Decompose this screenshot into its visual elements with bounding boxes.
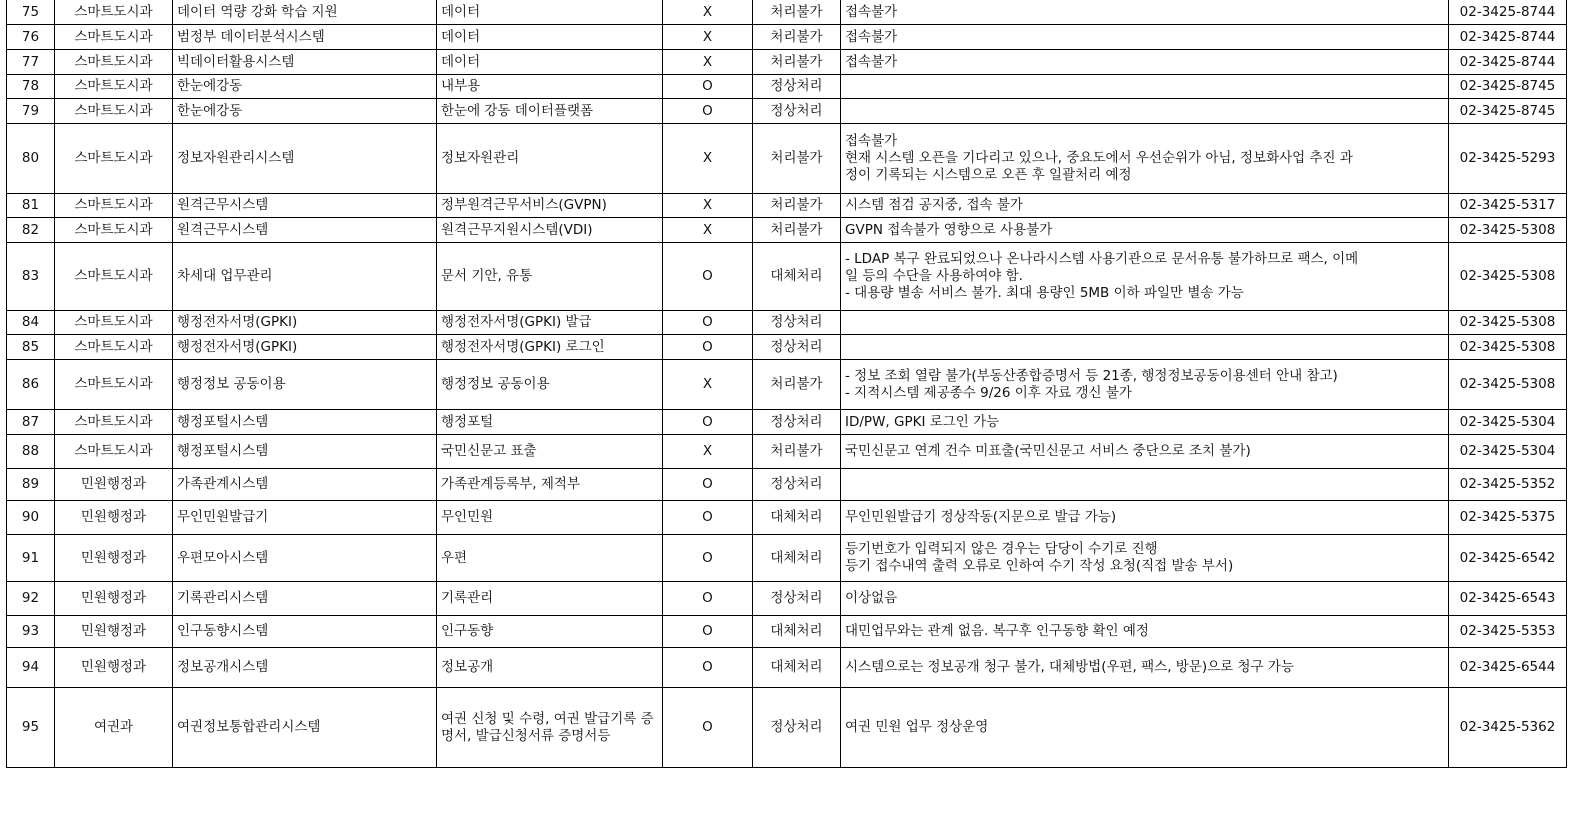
remarks-cell bbox=[841, 469, 1449, 501]
remarks-cell bbox=[841, 124, 1449, 194]
phone-cell: 02-3425-5308 bbox=[1449, 243, 1567, 311]
table-row bbox=[7, 124, 1567, 194]
result-cell: 정상처리 bbox=[753, 311, 841, 335]
system-cell: 기록관리시스템 bbox=[173, 582, 437, 616]
result-cell: 정상처리 bbox=[753, 582, 841, 616]
department-cell: 스마트도시과 bbox=[55, 311, 173, 335]
status-cell: O bbox=[663, 311, 753, 335]
result-cell: 대체처리 bbox=[753, 535, 841, 582]
row-number: 83 bbox=[7, 243, 55, 311]
system-cell: 가족관계시스템 bbox=[173, 469, 437, 501]
department-cell: 민원행정과 bbox=[55, 535, 173, 582]
row-number: 79 bbox=[7, 99, 55, 124]
row-number: 78 bbox=[7, 75, 55, 99]
remarks-cell bbox=[841, 75, 1449, 99]
result-cell: 처리불가 bbox=[753, 194, 841, 218]
table-row bbox=[7, 50, 1567, 75]
service-cell: 행정정보 공동이용 bbox=[437, 360, 663, 410]
remarks-cell bbox=[841, 688, 1449, 768]
result-cell: 처리불가 bbox=[753, 25, 841, 50]
row-number: 77 bbox=[7, 50, 55, 75]
table-row bbox=[7, 469, 1567, 501]
phone-cell: 02-3425-8745 bbox=[1449, 99, 1567, 124]
result-cell: 정상처리 bbox=[753, 75, 841, 99]
system-cell: 여권정보통합관리시스템 bbox=[173, 688, 437, 768]
service-cell: 정보자원관리 bbox=[437, 124, 663, 194]
service-cell: 정부원격근무서비스(GVPN) bbox=[437, 194, 663, 218]
department-cell: 스마트도시과 bbox=[55, 410, 173, 435]
service-cell: 데이터 bbox=[437, 50, 663, 75]
row-number: 95 bbox=[7, 688, 55, 768]
status-cell: O bbox=[663, 469, 753, 501]
status-cell: O bbox=[663, 99, 753, 124]
service-cell: 무인민원 bbox=[437, 501, 663, 535]
system-cell: 무인민원발급기 bbox=[173, 501, 437, 535]
remarks-cell bbox=[841, 360, 1449, 410]
system-cell: 인구동향시스템 bbox=[173, 616, 437, 648]
remarks-line: 접속불가 bbox=[845, 3, 898, 20]
result-cell: 처리불가 bbox=[753, 124, 841, 194]
status-cell: X bbox=[663, 25, 753, 50]
status-cell: X bbox=[663, 124, 753, 194]
service-cell: 정보공개 bbox=[437, 648, 663, 688]
service-cell: 인구동향 bbox=[437, 616, 663, 648]
department-cell: 스마트도시과 bbox=[55, 243, 173, 311]
remarks-line: GVPN 접속불가 영향으로 사용불가 bbox=[845, 221, 1053, 238]
row-number: 91 bbox=[7, 535, 55, 582]
service-cell: 행정전자서명(GPKI) 발급 bbox=[437, 311, 663, 335]
remarks-line: 등기 접수내역 출력 오류로 인하여 수기 작성 요청(직접 발송 부서) bbox=[845, 558, 1234, 574]
service-cell: 데이터 bbox=[437, 0, 663, 25]
result-cell: 정상처리 bbox=[753, 335, 841, 360]
table-row bbox=[7, 311, 1567, 335]
department-cell: 스마트도시과 bbox=[55, 218, 173, 243]
phone-cell: 02-3425-5352 bbox=[1449, 469, 1567, 501]
row-number: 82 bbox=[7, 218, 55, 243]
service-cell: 여권 신청 및 수령, 여권 발급기록 증명서, 발급신청서류 증명서등 bbox=[437, 688, 663, 768]
system-cell: 한눈에강동 bbox=[173, 99, 437, 124]
system-cell: 정보자원관리시스템 bbox=[173, 124, 437, 194]
service-cell: 데이터 bbox=[437, 25, 663, 50]
table-row bbox=[7, 99, 1567, 124]
department-cell: 스마트도시과 bbox=[55, 335, 173, 360]
row-number: 81 bbox=[7, 194, 55, 218]
table-row bbox=[7, 648, 1567, 688]
remarks-line: 접속불가 bbox=[845, 28, 898, 45]
table-row bbox=[7, 194, 1567, 218]
system-cell: 정보공개시스템 bbox=[173, 648, 437, 688]
system-cell: 행정정보 공동이용 bbox=[173, 360, 437, 410]
phone-cell: 02-3425-5353 bbox=[1449, 616, 1567, 648]
service-cell: 우편 bbox=[437, 535, 663, 582]
department-cell: 스마트도시과 bbox=[55, 50, 173, 75]
remarks-line: 등기번호가 입력되지 않은 경우는 담당이 수기로 진행 bbox=[845, 541, 1158, 557]
service-cell: 행정포털 bbox=[437, 410, 663, 435]
remarks-line: 현재 시스템 오픈을 기다리고 있으나, 중요도에서 우선순위가 아님, 정보화사업 추진 과 bbox=[845, 150, 1353, 166]
table-row bbox=[7, 688, 1567, 768]
remarks-cell bbox=[841, 0, 1449, 25]
remarks-line: 시스템 점검 공지중, 접속 불가 bbox=[845, 197, 1023, 213]
result-cell: 처리불가 bbox=[753, 218, 841, 243]
result-cell: 대체처리 bbox=[753, 648, 841, 688]
remarks-cell bbox=[841, 435, 1449, 469]
remarks-line: 여권 민원 업무 정상운영 bbox=[845, 719, 989, 735]
remarks-line: ID/PW, GPKI 로그인 가능 bbox=[845, 413, 1000, 430]
remarks-line: 무인민원발급기 정상작동(지문으로 발급 가능) bbox=[845, 509, 1117, 525]
result-cell: 처리불가 bbox=[753, 50, 841, 75]
remarks-line: - 정보 조회 열람 불가(부동산종합증명서 등 21종, 행정정보공동이용센터 안내 참고) bbox=[845, 367, 1338, 384]
department-cell: 스마트도시과 bbox=[55, 99, 173, 124]
status-cell: O bbox=[663, 335, 753, 360]
result-cell: 정상처리 bbox=[753, 688, 841, 768]
table-row bbox=[7, 616, 1567, 648]
remarks-line: 접속불가 bbox=[845, 133, 898, 149]
row-number: 94 bbox=[7, 648, 55, 688]
remarks-cell bbox=[841, 616, 1449, 648]
status-cell: O bbox=[663, 688, 753, 768]
system-cell: 데이터 역량 강화 학습 지원 bbox=[173, 0, 437, 25]
remarks-line: 접속불가 bbox=[845, 53, 898, 70]
phone-cell: 02-3425-6544 bbox=[1449, 648, 1567, 688]
department-cell: 민원행정과 bbox=[55, 616, 173, 648]
remarks-cell bbox=[841, 648, 1449, 688]
result-cell: 처리불가 bbox=[753, 435, 841, 469]
system-cell: 행정포털시스템 bbox=[173, 410, 437, 435]
remarks-line: - LDAP 복구 완료되었으나 온나라시스템 사용기관으로 문서유통 불가하므로 팩스, 이메 bbox=[845, 251, 1359, 267]
row-number: 85 bbox=[7, 335, 55, 360]
phone-cell: 02-3425-8745 bbox=[1449, 75, 1567, 99]
result-cell: 정상처리 bbox=[753, 410, 841, 435]
table-row bbox=[7, 75, 1567, 99]
phone-cell: 02-3425-5317 bbox=[1449, 194, 1567, 218]
status-cell: X bbox=[663, 360, 753, 410]
phone-cell: 02-3425-5375 bbox=[1449, 501, 1567, 535]
table-body bbox=[7, 0, 1567, 768]
department-cell: 민원행정과 bbox=[55, 501, 173, 535]
row-number: 75 bbox=[7, 0, 55, 25]
status-cell: X bbox=[663, 50, 753, 75]
remarks-line: - 지적시스템 제공종수 9/26 이후 자료 갱신 불가 bbox=[845, 384, 1132, 401]
service-cell: 내부용 bbox=[437, 75, 663, 99]
table-row bbox=[7, 435, 1567, 469]
table-row bbox=[7, 582, 1567, 616]
table-row bbox=[7, 410, 1567, 435]
remarks-cell bbox=[841, 535, 1449, 582]
service-cell: 행정전자서명(GPKI) 로그인 bbox=[437, 335, 663, 360]
status-cell: O bbox=[663, 616, 753, 648]
result-cell: 처리불가 bbox=[753, 360, 841, 410]
phone-cell: 02-3425-8744 bbox=[1449, 50, 1567, 75]
row-number: 86 bbox=[7, 360, 55, 410]
status-cell: X bbox=[663, 435, 753, 469]
row-number: 76 bbox=[7, 25, 55, 50]
table-row bbox=[7, 0, 1567, 25]
remarks-line: 일 등의 수단을 사용하여야 함. bbox=[845, 268, 1023, 284]
system-cell: 우편모아시스템 bbox=[173, 535, 437, 582]
status-cell: O bbox=[663, 582, 753, 616]
status-cell: X bbox=[663, 0, 753, 25]
status-cell: O bbox=[663, 410, 753, 435]
remarks-line: 정이 기록되는 시스템으로 오픈 후 일괄처리 예정 bbox=[845, 167, 1132, 183]
status-cell: O bbox=[663, 648, 753, 688]
result-cell: 정상처리 bbox=[753, 469, 841, 501]
row-number: 80 bbox=[7, 124, 55, 194]
department-cell: 스마트도시과 bbox=[55, 194, 173, 218]
phone-cell: 02-3425-5362 bbox=[1449, 688, 1567, 768]
phone-cell: 02-3425-6542 bbox=[1449, 535, 1567, 582]
remarks-cell bbox=[841, 218, 1449, 243]
remarks-cell bbox=[841, 25, 1449, 50]
table-row bbox=[7, 218, 1567, 243]
phone-cell: 02-3425-5308 bbox=[1449, 218, 1567, 243]
row-number: 90 bbox=[7, 501, 55, 535]
department-cell: 스마트도시과 bbox=[55, 124, 173, 194]
remarks-cell bbox=[841, 410, 1449, 435]
department-cell: 민원행정과 bbox=[55, 469, 173, 501]
system-cell: 빅데이터활용시스템 bbox=[173, 50, 437, 75]
system-cell: 원격근무시스템 bbox=[173, 194, 437, 218]
phone-cell: 02-3425-5304 bbox=[1449, 410, 1567, 435]
service-cell: 가족관계등록부, 제적부 bbox=[437, 469, 663, 501]
result-cell: 대체처리 bbox=[753, 616, 841, 648]
phone-cell: 02-3425-8744 bbox=[1449, 0, 1567, 25]
phone-cell: 02-3425-8744 bbox=[1449, 25, 1567, 50]
phone-cell: 02-3425-5308 bbox=[1449, 360, 1567, 410]
result-cell: 처리불가 bbox=[753, 0, 841, 25]
department-cell: 민원행정과 bbox=[55, 648, 173, 688]
system-cell: 원격근무시스템 bbox=[173, 218, 437, 243]
department-cell: 스마트도시과 bbox=[55, 75, 173, 99]
table-row bbox=[7, 501, 1567, 535]
system-cell: 범정부 데이터분석시스템 bbox=[173, 25, 437, 50]
result-cell: 대체처리 bbox=[753, 243, 841, 311]
remarks-line: 이상없음 bbox=[845, 590, 898, 606]
status-cell: X bbox=[663, 194, 753, 218]
row-number: 93 bbox=[7, 616, 55, 648]
remarks-cell bbox=[841, 311, 1449, 335]
department-cell: 스마트도시과 bbox=[55, 360, 173, 410]
system-cell: 행정포털시스템 bbox=[173, 435, 437, 469]
status-cell: X bbox=[663, 218, 753, 243]
remarks-cell bbox=[841, 194, 1449, 218]
system-cell: 행정전자서명(GPKI) bbox=[173, 335, 437, 360]
table-row bbox=[7, 535, 1567, 582]
remarks-line: 대민업무와는 관계 없음. 복구후 인구동향 확인 예정 bbox=[845, 623, 1149, 639]
status-cell: O bbox=[663, 243, 753, 311]
system-cell: 한눈에강동 bbox=[173, 75, 437, 99]
table-row bbox=[7, 243, 1567, 311]
phone-cell: 02-3425-5304 bbox=[1449, 435, 1567, 469]
remarks-cell bbox=[841, 335, 1449, 360]
department-cell: 스마트도시과 bbox=[55, 0, 173, 25]
table-row bbox=[7, 360, 1567, 410]
remarks-cell bbox=[841, 243, 1449, 311]
system-cell: 차세대 업무관리 bbox=[173, 243, 437, 311]
remarks-cell bbox=[841, 50, 1449, 75]
phone-cell: 02-3425-5308 bbox=[1449, 311, 1567, 335]
result-cell: 대체처리 bbox=[753, 501, 841, 535]
row-number: 84 bbox=[7, 311, 55, 335]
service-cell: 원격근무지원시스템(VDI) bbox=[437, 218, 663, 243]
phone-cell: 02-3425-5308 bbox=[1449, 335, 1567, 360]
table-row bbox=[7, 335, 1567, 360]
service-cell: 국민신문고 표출 bbox=[437, 435, 663, 469]
service-cell: 기록관리 bbox=[437, 582, 663, 616]
phone-cell: 02-3425-5293 bbox=[1449, 124, 1567, 194]
status-cell: O bbox=[663, 501, 753, 535]
row-number: 89 bbox=[7, 469, 55, 501]
remarks-cell bbox=[841, 99, 1449, 124]
result-cell: 정상처리 bbox=[753, 99, 841, 124]
status-cell: O bbox=[663, 75, 753, 99]
department-cell: 스마트도시과 bbox=[55, 25, 173, 50]
status-table bbox=[6, 0, 1567, 768]
status-cell: O bbox=[663, 535, 753, 582]
service-cell: 한눈에 강동 데이터플랫폼 bbox=[437, 99, 663, 124]
table-row bbox=[7, 25, 1567, 50]
service-cell: 문서 기안, 유통 bbox=[437, 243, 663, 311]
row-number: 88 bbox=[7, 435, 55, 469]
remarks-cell bbox=[841, 582, 1449, 616]
department-cell: 민원행정과 bbox=[55, 582, 173, 616]
department-cell: 여권과 bbox=[55, 688, 173, 768]
row-number: 92 bbox=[7, 582, 55, 616]
remarks-line: 국민신문고 연계 건수 미표출(국민신문고 서비스 중단으로 조치 불가) bbox=[845, 443, 1251, 459]
department-cell: 스마트도시과 bbox=[55, 435, 173, 469]
phone-cell: 02-3425-6543 bbox=[1449, 582, 1567, 616]
remarks-line: 시스템으로는 정보공개 청구 불가, 대체방법(우편, 팩스, 방문)으로 청구 가능 bbox=[845, 659, 1294, 675]
remarks-cell bbox=[841, 501, 1449, 535]
row-number: 87 bbox=[7, 410, 55, 435]
remarks-line: - 대용량 별송 서비스 불가. 최대 용량인 5MB 이하 파일만 별송 가능 bbox=[845, 285, 1244, 301]
system-cell: 행정전자서명(GPKI) bbox=[173, 311, 437, 335]
